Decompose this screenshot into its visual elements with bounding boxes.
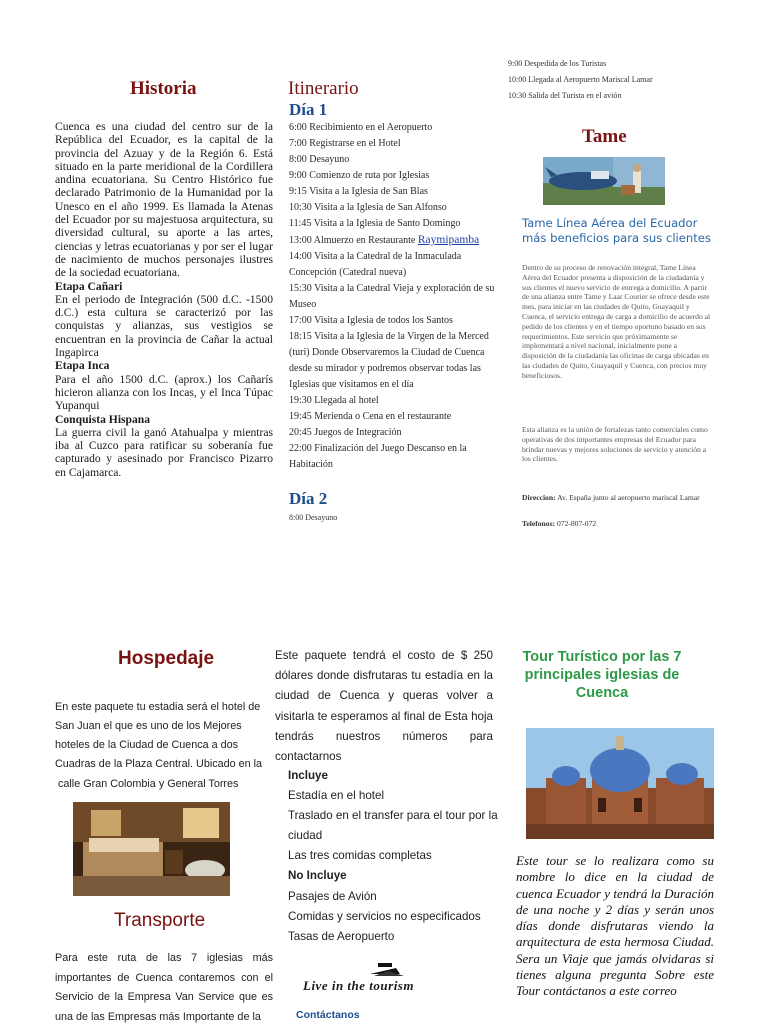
list-item: 15:30 Visita a la Catedral Vieja y exploración de su Museo [289,283,495,310]
section-text-hispana: La guerra civil la ganó Atahualpa y mientras iba al Cuzco para ratificar su soberanía fue capturado y asesinado por Francisco Pizarro en Cajamarca. [55,425,273,479]
tour-heading: Tour Turístico por las 7 principales iglesias de Cuenca [522,649,682,701]
day2-heading: Día 2 [289,489,328,508]
tame-alliance-text: Esta alianza es la unión de fortalezas tanto comerciales como operativas de dos importantes empresas del Ecuador para brindar nuevas y mejores soluciones de servicio y atención a los clientes. [522,425,708,464]
final-schedule-list [508,56,653,104]
list-item [289,232,499,249]
hospedaje-body: En este paquete tu estadia será el hotel de San Juan el que es uno de los Mejores hoteles de la Ciudad de Cuenca a dos Cuadras de la Plaza Central. Ubicado en la [55,701,263,770]
list-item: 19:30 Llegada al hotel [289,395,379,406]
list-item: 8:00 Desayuno [289,154,350,165]
historia-intro: Cuenca es una ciudad del centro sur de la República del Ecuador, es la capital de la provincia del Azuay y de la Región 6. Está situado en la parte meridional de la Cordillera andina ecuatoriana. Su Centro Histórico fue declarado Patrimonio de la Humanidad por la Unesco en el año 1999. Es llamada la Atenas del Ecuador por su majestuosa arquitectura, su diversidad cultural, su aporte a las artes, ciencias y letras ecuatorianas y por ser el lugar de nacimiento de muchos personajes ilustres de la sociedad ecuatoriana. [55,120,273,280]
historia-body [55,120,273,479]
tame-heading: Tame [582,126,627,147]
list-item: Comidas y servicios no especificados [288,909,481,923]
list-item: Traslado en el transfer para el tour por la ciudad [288,809,498,843]
list-item: 10:30 Visita a la Iglesia de San Alfonso [289,202,447,213]
tame-description: Dentro de su proceso de renovación integral, Tame Línea Aérea del Ecuador presenta a disposición de la ciudadanía y sus clientes el nuevo servicio de entrega a domicilio. A partir de una alianza entre Tame y Laar Courier se ofrece desde este mes, para iniciar en las ciudades de Quito, Guayaquil y Cuenca, el servicio entrega de carga a domicilio de acuerdo al pedido de los clientes y en el tiempo oportuno basado en sus requerimientos. Este servicio que próximamente se implementará a nivel nacional, inicialmente pone a disposición de la ciudadanía las oficinas de carga ubicadas en las ciudades de Quito, Guayaquil y Cuenca, con precios muy beneficiosos. [522,263,711,380]
tame-phone [522,519,596,528]
day2-item: 8:00 Desayuno [289,513,338,522]
list-item-text: 13:00 Almuerzo en Restaurante [289,235,416,246]
list-item: 9:00 Despedida de los Turistas [508,59,607,68]
tour-description: Este tour se lo realizara como su nombre lo dice en la ciudad de cuenca Ecuador y tendrá la Duración de una noche y 2 días y serán unos días donde disfrutaras viendo la arquitectura de esta hermosa Ciudad. Sera un Viaje que jamás olvidaras si tienes alguna pregunta Sobre este Tour contáctanos a este correo [516,853,714,999]
day1-list [289,120,499,473]
transporte-body: Para este ruta de las 7 iglesias más importantes de Cuenca contaremos con el Servicio de la Empresa Van Service que es una de las Empresas más Importante de la [55,952,273,1023]
tourism-logo-text: Live in the tourism [303,978,414,993]
package-intro: Este paquete tendrá el costo de $ 250 dólares donde disfrutaras tu estadía en la ciudad de Cuenca y queras volver a visitarla te esperamos al final de Esta hoja tendrás nuestros números para contactarnos [275,649,493,764]
list-item: Tasas de Aeropuerto [288,929,395,943]
address-label: Direccion: [522,493,556,502]
itinerario-heading: Itinerario [288,78,359,99]
tame-address [522,493,718,503]
list-item: 11:45 Visita a la Iglesia de Santo Domingo [289,218,461,229]
section-heading-inca: Etapa Inca [55,359,110,373]
section-text-canari: En el periodo de Integración (500 d.C. -1500 d.C.) esta cultura se caracterizó por las conquistas y alianzas, sus vestigios se encuentran en la provincia de Cañar la actual Ingapirca [55,292,273,360]
list-item: 18:15 Visita a la Iglesia de la Virgen de la Merced (turi) Donde Observaremos la Ciudad de Cuenca desde su mirador y podremos observar todas las Iglesias que visitamos en el día [289,331,489,390]
list-item: 10:00 Llegada al Aeropuerto Mariscal Lamar [508,75,653,84]
restaurant-link[interactable]: Raymipamba [417,234,480,246]
package-list [288,766,498,947]
hotel-room-photo [73,802,230,896]
hotel-address: calle Gran Colombia y General Torres [58,778,239,790]
day1-heading: Día 1 [289,100,328,119]
section-heading-canari: Etapa Cañari [55,279,123,293]
list-item: Las tres comidas completas [288,849,432,863]
list-item: Estadía en el hotel [288,789,385,803]
hospedaje-heading: Hospedaje [118,648,215,669]
list-item: 22:00 Finalización del Juego Descanso en la Habitación [289,443,467,470]
list-item: 7:00 Registrarse en el Hotel [289,138,401,149]
address-value: Av. España junto al aeropuerto mariscal Lamar [557,493,700,502]
list-item: 10:30 Salida del Turista en el avión [508,91,622,100]
phone-value: 072-807-072 [556,519,597,528]
transporte-heading: Transporte [114,910,206,931]
includes-heading: Incluye [288,769,328,782]
list-item: Pasajes de Avión [288,889,377,903]
historia-heading: Historia [130,78,197,99]
list-item: 20:45 Juegos de Integración [289,427,402,438]
list-item: 9:00 Comienzo de ruta por Iglesias [289,170,430,181]
list-item: 19:45 Merienda o Cena en el restaurante [289,411,452,422]
tame-airplane-photo [543,157,665,205]
section-text-inca: Para el año 1500 d.C. (aprox.) los Cañarís hicieron alianza con los Incas, y el Inca Túpac Yupanqui [55,372,273,413]
contact-label[interactable]: Contáctanos [296,1009,360,1021]
not-included-heading: No Incluye [288,869,347,883]
tame-subtitle: Tame Línea Aérea del Ecuador más beneficios para sus clientes [522,216,711,245]
cathedral-photo [526,728,714,839]
list-item: 17:00 Visita a Iglesia de todos los Santos [289,315,453,326]
list-item: 9:15 Visita a la Iglesia de San Blas [289,186,428,197]
list-item: 14:00 Visita a la Catedral de la Inmaculada Concepción (Catedral nueva) [289,251,462,278]
list-item: 6:00 Recibimiento en el Aeropuerto [289,122,433,133]
section-heading-hispana: Conquista Hispana [55,412,151,426]
phone-label: Telefonos: [522,519,556,528]
